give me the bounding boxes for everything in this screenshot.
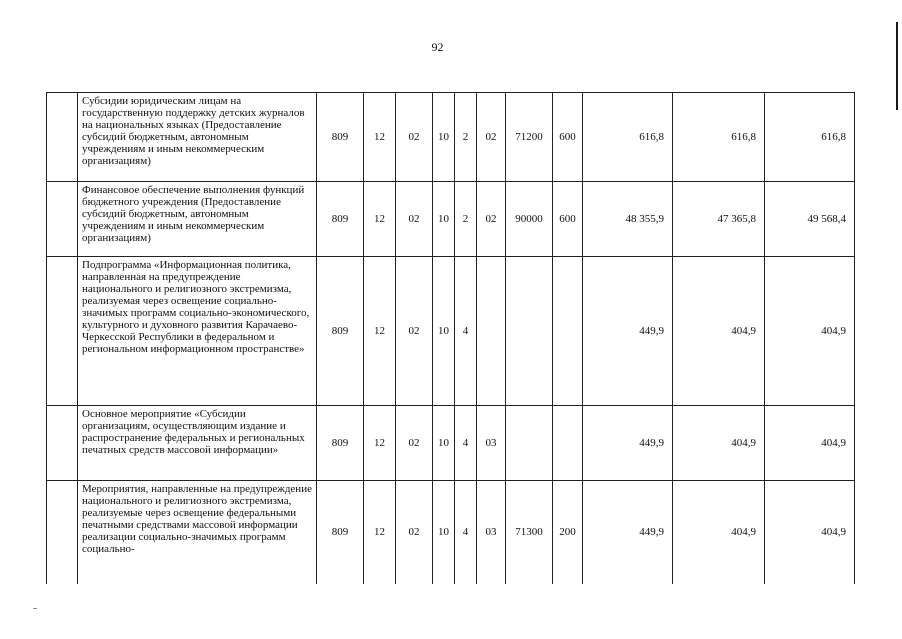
- ministry-code: 809: [317, 257, 364, 406]
- ministry-code: 809: [317, 481, 364, 584]
- subprogram-code: 4: [455, 406, 477, 481]
- table-row: [47, 406, 855, 481]
- program-code: 10: [433, 257, 455, 406]
- budget-table: [46, 92, 855, 584]
- amount-year-2: 404,9: [673, 257, 765, 406]
- subsection-code: 02: [396, 406, 433, 481]
- section-code: 12: [364, 481, 396, 584]
- direction-code: 71300: [506, 481, 553, 584]
- page-number: 92: [431, 40, 444, 54]
- section-code: 12: [364, 182, 396, 257]
- program-code: 10: [433, 406, 455, 481]
- amount-year-1: 48 355,9: [583, 182, 673, 257]
- event-code: 03: [477, 481, 506, 584]
- expense-type-code: [553, 257, 583, 406]
- direction-code: 90000: [506, 182, 553, 257]
- amount-year-3: 404,9: [765, 481, 855, 584]
- subsection-code: 02: [396, 182, 433, 257]
- expense-type-code: 600: [553, 93, 583, 182]
- amount-year-2: 616,8: [673, 93, 765, 182]
- subsection-code: 02: [396, 93, 433, 182]
- direction-code: [506, 257, 553, 406]
- row-description: Мероприятия, направленные на предупреждение национального и религиозного экстремизма, реализуемые через освещение федеральными печатными средствами массовой информации реализации социально-значимых программ социально-: [78, 481, 317, 584]
- section-code: 12: [364, 406, 396, 481]
- program-code: 10: [433, 182, 455, 257]
- section-code: 12: [364, 257, 396, 406]
- amount-year-3: 49 568,4: [765, 182, 855, 257]
- ministry-code: 809: [317, 93, 364, 182]
- row-description: Основное мероприятие «Субсидии организациям, осуществляющим издание и распространение федеральных и региональных печатных средств массовой информации»: [78, 406, 317, 481]
- scan-edge-mark: [896, 22, 898, 110]
- program-code: 10: [433, 93, 455, 182]
- subsection-code: 02: [396, 257, 433, 406]
- subprogram-code: 4: [455, 481, 477, 584]
- subsection-code: 02: [396, 481, 433, 584]
- expense-type-code: [553, 406, 583, 481]
- amount-year-1: 449,9: [583, 481, 673, 584]
- amount-year-3: 404,9: [765, 406, 855, 481]
- amount-year-1: 449,9: [583, 406, 673, 481]
- row-margin-cell: [47, 481, 78, 584]
- amount-year-2: 47 365,8: [673, 182, 765, 257]
- expense-type-code: 600: [553, 182, 583, 257]
- row-description: Финансовое обеспечение выполнения функций бюджетного учреждения (Предоставление субсидий бюджетным, автономным учреждениям и иным некоммерческим организациям): [78, 182, 317, 257]
- subprogram-code: 2: [455, 182, 477, 257]
- table-row: [47, 481, 855, 584]
- amount-year-2: 404,9: [673, 481, 765, 584]
- table-row: [47, 257, 855, 406]
- row-margin-cell: [47, 93, 78, 182]
- subprogram-code: 4: [455, 257, 477, 406]
- row-margin-cell: [47, 257, 78, 406]
- row-description: Субсидии юридическим лицам на государственную поддержку детских журналов на национальных языках (Предоставление субсидий бюджетным, автономным учреждениям и иным некоммерческим организациям): [78, 93, 317, 182]
- row-margin-cell: [47, 182, 78, 257]
- amount-year-1: 449,9: [583, 257, 673, 406]
- direction-code: [506, 406, 553, 481]
- ministry-code: 809: [317, 406, 364, 481]
- event-code: 02: [477, 93, 506, 182]
- event-code: 03: [477, 406, 506, 481]
- subprogram-code: 2: [455, 93, 477, 182]
- event-code: [477, 257, 506, 406]
- event-code: 02: [477, 182, 506, 257]
- amount-year-2: 404,9: [673, 406, 765, 481]
- scan-artifact: [33, 608, 37, 609]
- ministry-code: 809: [317, 182, 364, 257]
- row-description: Подпрограмма «Информационная политика, направленная на предупреждение национального и религиозного экстремизма, реализуемая через освещение социально-значимых программ социально-экономического, культурного и духовного развития Карачаево-Черкесской Республики в федеральном и региональном информационном пространстве»: [78, 257, 317, 406]
- row-margin-cell: [47, 406, 78, 481]
- table-row: [47, 93, 855, 182]
- table-row: [47, 182, 855, 257]
- section-code: 12: [364, 93, 396, 182]
- expense-type-code: 200: [553, 481, 583, 584]
- amount-year-3: 616,8: [765, 93, 855, 182]
- amount-year-3: 404,9: [765, 257, 855, 406]
- amount-year-1: 616,8: [583, 93, 673, 182]
- direction-code: 71200: [506, 93, 553, 182]
- program-code: 10: [433, 481, 455, 584]
